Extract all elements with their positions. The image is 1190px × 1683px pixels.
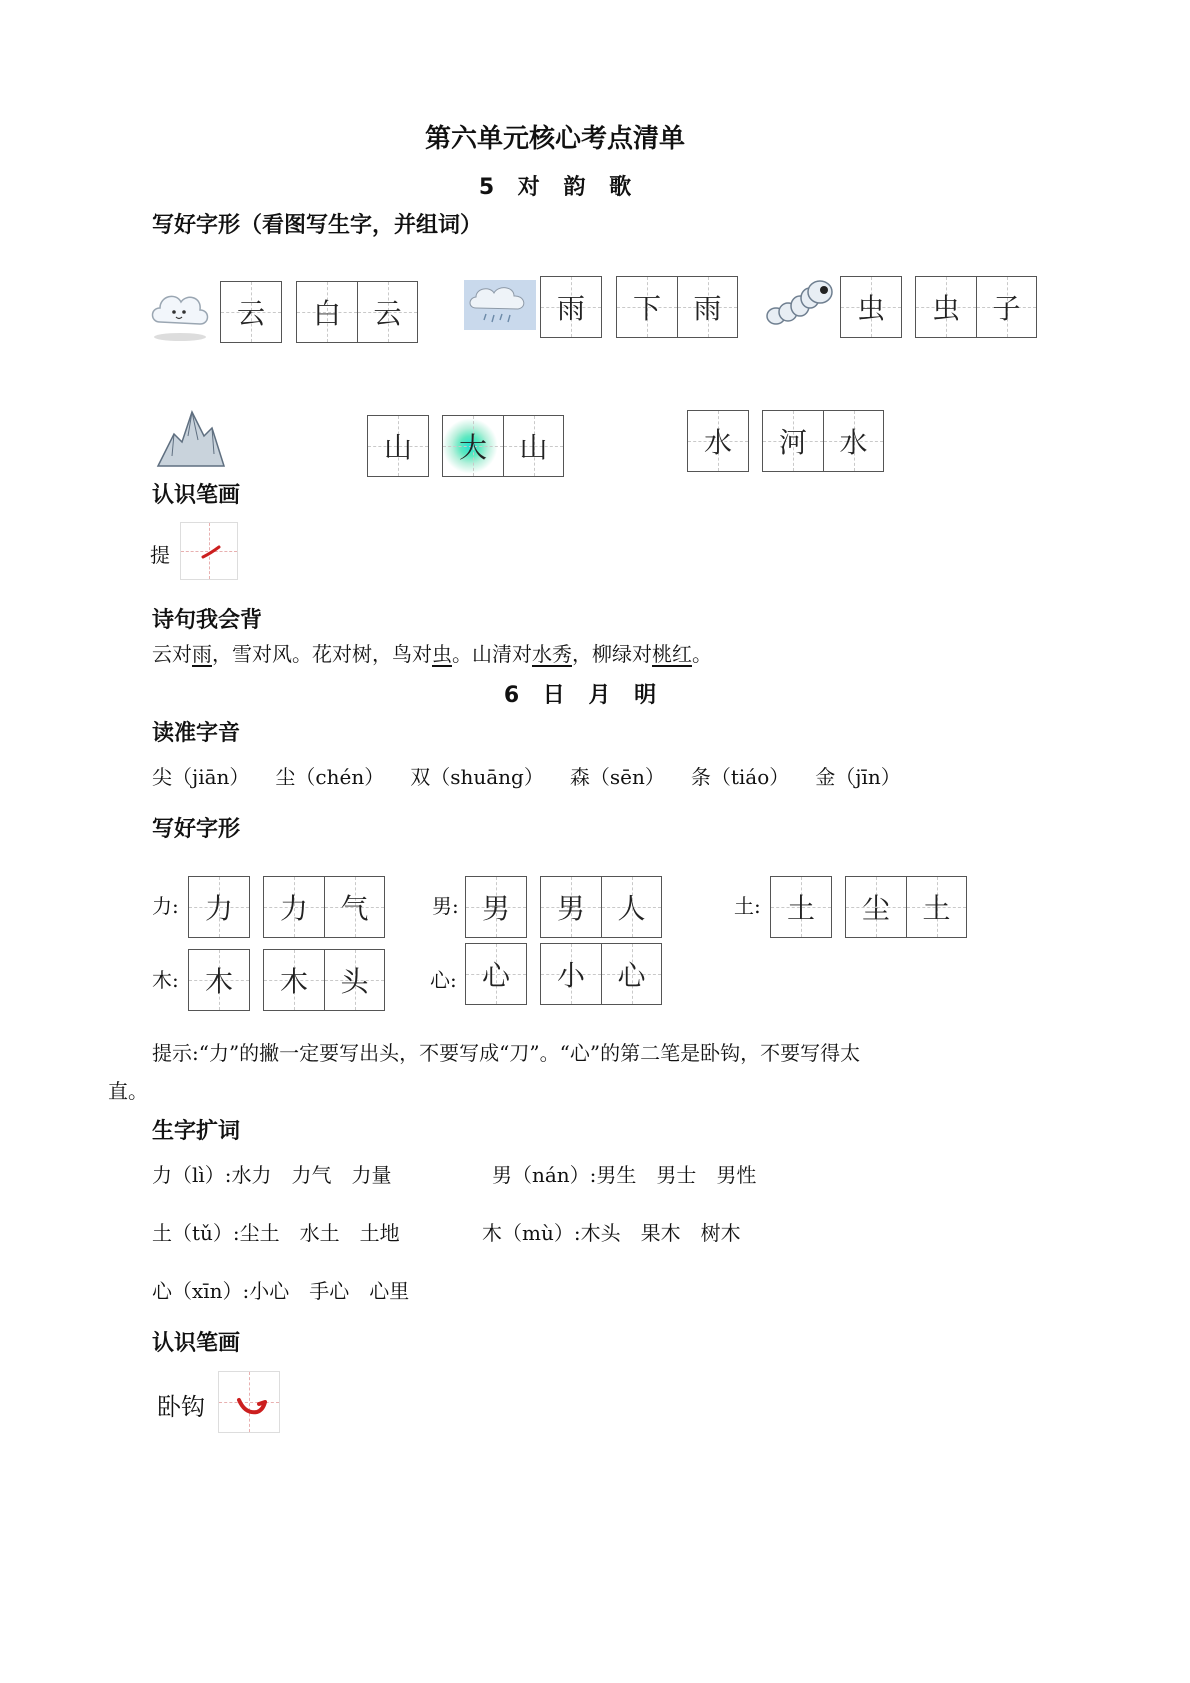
write-heading-5: 写好字形（看图写生字，并组词） xyxy=(152,213,483,238)
expand-item: 力（lì）:水力 力气 力量 xyxy=(152,1163,392,1187)
write-heading-6: 写好字形 xyxy=(152,817,241,842)
stroke-name-ti: 提 xyxy=(150,543,170,567)
grid-label: 土: xyxy=(734,894,761,918)
cloud-icon xyxy=(148,282,212,342)
poem-line: 云对雨，雪对风。花对树，鸟对虫。山清对水秀，柳绿对桃红。 xyxy=(152,642,712,666)
char-grid: 山 xyxy=(367,415,429,477)
char-grid: 虫 xyxy=(840,276,902,338)
page-title: 第六单元核心考点清单 xyxy=(424,124,685,154)
stroke-name-wogou: 卧钩 xyxy=(157,1393,205,1421)
char-grid: 土 xyxy=(770,876,832,938)
word-grid: 木 头 xyxy=(263,949,385,1011)
char-grid: 男 xyxy=(465,876,527,938)
expand-item: 男（nán）:男生 男士 男性 xyxy=(492,1163,757,1187)
word-grid: 白 云 xyxy=(296,281,418,343)
mountain-icon xyxy=(156,406,226,470)
expand-item: 心（xīn）:小心 手心 心里 xyxy=(152,1279,410,1303)
char-grid: 木 xyxy=(188,949,250,1011)
pinyin-line: 尖（jiān） 尘（chén） 双（shuāng） 森（sēn） 条（tiáo） 金（jīn） xyxy=(152,765,901,789)
word-grid: 下 雨 xyxy=(616,276,738,338)
expand-item: 木（mù）:木头 果木 树木 xyxy=(482,1221,741,1245)
grid-label: 木: xyxy=(152,968,179,992)
char-grid: 水 xyxy=(687,410,749,472)
stroke-heading-6: 认识笔画 xyxy=(152,1331,241,1356)
stroke-ti-box xyxy=(180,522,238,580)
read-heading: 读准字音 xyxy=(152,721,241,746)
char-grid: 力 xyxy=(188,876,250,938)
expand-item: 土（tǔ）:尘土 水土 土地 xyxy=(152,1221,400,1245)
char-grid: 雨 xyxy=(540,276,602,338)
lesson-6-title: 6 日 月 明 xyxy=(503,683,657,708)
word-grid: 尘 土 xyxy=(845,876,967,938)
lesson-5-title: 5 对 韵 歌 xyxy=(478,175,632,200)
grid-label: 男: xyxy=(432,894,459,918)
stroke-heading-5: 认识笔画 xyxy=(152,483,241,508)
word-grid: 小 心 xyxy=(540,943,662,1005)
expand-heading: 生字扩词 xyxy=(152,1119,241,1144)
rain-cloud-icon xyxy=(464,280,536,330)
tip-text-line2: 直。 xyxy=(108,1079,148,1103)
stroke-wogou-box xyxy=(218,1371,280,1433)
word-grid: 大 山 xyxy=(442,415,564,477)
word-grid: 虫 子 xyxy=(915,276,1037,338)
char-grid: 心 xyxy=(465,943,527,1005)
word-grid: 男 人 xyxy=(540,876,662,938)
grid-label: 力: xyxy=(152,894,179,918)
tip-text-line1: 提示:“力”的撇一定要写出头，不要写成“刀”。“心”的第二笔是卧钩，不要写得太 xyxy=(152,1041,861,1065)
poem-heading: 诗句我会背 xyxy=(152,608,263,633)
char-grid: 云 xyxy=(220,281,282,343)
grid-label: 心: xyxy=(430,968,457,992)
word-grid: 河 水 xyxy=(762,410,884,472)
caterpillar-icon xyxy=(764,276,836,332)
word-grid: 力 气 xyxy=(263,876,385,938)
